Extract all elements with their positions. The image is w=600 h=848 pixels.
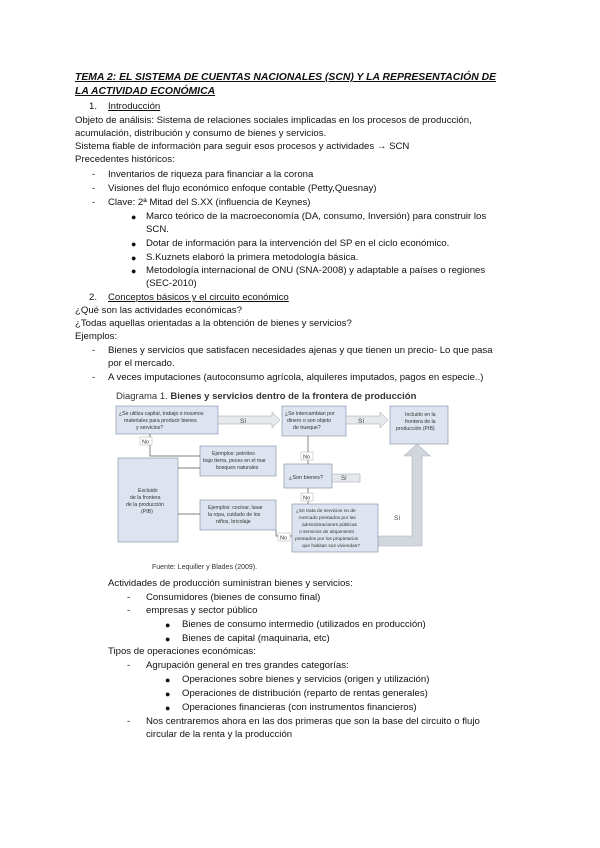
list-item-firms: empresas y sector público [146,605,258,616]
section-1-heading: Introducción [108,101,161,112]
dash-bullet: - [92,197,96,208]
operation-types: Tipos de operaciones económicas: [108,646,256,657]
example-market-2: por el mercado. [108,358,175,369]
box-uses-capital-text: ¿Se utiliza capital, trabajo e insumos materiales para producir bienes y servicios? [119,411,204,431]
list-item-theory-2: SCN. [146,224,169,235]
question-2: ¿Todas aquellas orientadas a la obtención de bienes y servicios? [75,318,352,329]
diagram-title: Diagrama 1. Bienes y servicios dentro de la frontera de producción [116,391,417,402]
round-bullet: ● [165,675,171,685]
list-item-grouping: Agrupación general en tres grandes categorías: [146,660,349,671]
label-si-2: Sí [358,418,365,425]
arrow-no-1 [150,434,200,456]
list-item-inventories: Inventarios de riqueza para financiar a la corona [108,169,314,180]
dash-bullet: - [127,605,131,616]
section-2-number: 2. [89,292,98,303]
label-no-2: No [303,454,311,461]
label-no-1: No [142,439,150,446]
example-imputations: A veces imputaciones (autoconsumo agrícola, alquileres imputados, pagos en especie..) [108,372,484,383]
box-exchanged-money-text: ¿Se intercambian por dinero o son objeto de trueque? [285,411,335,431]
round-bullet: ● [131,239,137,249]
list-item-onu-1: Metodología internacional de ONU (SNA-2008) y adaptable a países o regiones [146,265,486,276]
label-no-3: No [303,495,311,502]
dash-bullet: - [127,592,131,603]
round-bullet: ● [131,266,137,276]
dash-bullet: - [92,372,96,383]
box-included-pib-text: Incluido en la frontera de la producción (PIB) [396,412,436,432]
dash-bullet: - [92,169,96,180]
round-bullet: ● [131,253,137,263]
list-item-intermediate: Bienes de consumo intermedio (utilizados en producción) [182,619,426,630]
paragraph-scn: Sistema fiable de información para seguir esos procesos y actividades → SCN [75,141,410,152]
label-si-3: Sí [394,515,401,522]
round-bullet: ● [165,634,171,644]
list-item-onu-2: (SEC-2010) [146,278,197,289]
list-item-consumers: Consumidores (bienes de consumo final) [146,592,321,603]
question-1: ¿Qué son las actividades económicas? [75,305,242,316]
box-excluded-pib-text: Excluido de la frontera de la producción (PIB) [126,488,165,515]
box-examples-household-text: Ejemplos: cocinar, lavar la ropa, cuidado de los niños, bricolaje [208,505,263,525]
example-market-1: Bienes y servicios que satisfacen necesidades ajenas y que tienen un precio- Lo que pasa [108,345,493,356]
box-are-goods-text: ¿Son bienes? [289,475,323,481]
title-line-1: TEMA 2: EL SISTEMA DE CUENTAS NACIONALES (SCN) Y LA REPRESENTACIÓN DE [75,72,497,83]
dash-bullet: - [92,183,96,194]
list-item-focus-1: Nos centraremos ahora en las dos primeras que son la base del circuito o flujo [146,716,480,727]
label-si-1: Sí [240,418,247,425]
paragraph-precedents: Precedentes históricos: [75,154,175,165]
arrow-yes-2 [346,412,388,428]
paragraph-object-1: Objeto de análisis: Sistema de relaciones sociales implicadas en los procesos de producción, [75,115,472,126]
title-line-2: LA ACTIVIDAD ECONÓMICA [75,86,216,97]
dash-bullet: - [92,345,96,356]
box-examples-natural-text: Ejemplos: petróleo bajo tierra, peces en el mar bosques naturales [203,451,266,471]
diagram-source: Fuente: Lequiller y Blades (2009). [152,564,258,571]
paragraph-object-2: acumulación, distribución y consumo de bienes y servicios. [75,128,327,139]
label-si-4: Sí [341,476,347,482]
examples-label: Ejemplos: [75,331,118,342]
list-item-ops-distribution: Operaciones de distribución (reparto de rentas generales) [182,688,428,699]
dash-bullet: - [127,660,131,671]
list-item-ops-goods: Operaciones sobre bienes y servicios (origen y utilización) [182,674,430,685]
round-bullet: ● [165,703,171,713]
list-item-intervention: Dotar de información para la intervención del SP en el ciclo económico. [146,238,450,249]
round-bullet: ● [165,689,171,699]
box-non-market-services-text: ¿Se trata de servicios no de mercado prestados por las administraciones públicas o servicios de alojamiento prestados por los propietarios que habitan sus viviendas? [295,509,360,549]
round-bullet: ● [165,620,171,630]
list-item-focus-2: circular de la renta y la producción [146,729,293,740]
dash-bullet: - [127,716,131,727]
list-item-key: Clave: 2ª Mitad del S.XX (influencia de Keynes) [108,197,311,208]
list-item-flow-visions: Visiones del flujo económico enfoque contable (Petty,Quesnay) [108,183,377,194]
section-1-number: 1. [89,101,98,112]
production-activities: Actividades de producción suministran bienes y servicios: [108,578,353,589]
list-item-kuznets: S.Kuznets elaboró la primera metodología básica. [146,252,359,263]
list-item-theory-1: Marco teórico de la macroeconomía (DA, consumo, Inversión) para construir los [146,211,487,222]
production-frontier-diagram [112,386,452,572]
round-bullet: ● [131,212,137,222]
list-item-capital-goods: Bienes de capital (maquinaria, etc) [182,633,330,644]
section-2-heading: Conceptos básicos y el circuito económico [108,292,289,303]
label-no-4: No [280,535,288,542]
arrow-yes-1 [218,412,280,428]
list-item-ops-financial: Operaciones financieras (con instrumentos financieros) [182,702,417,713]
